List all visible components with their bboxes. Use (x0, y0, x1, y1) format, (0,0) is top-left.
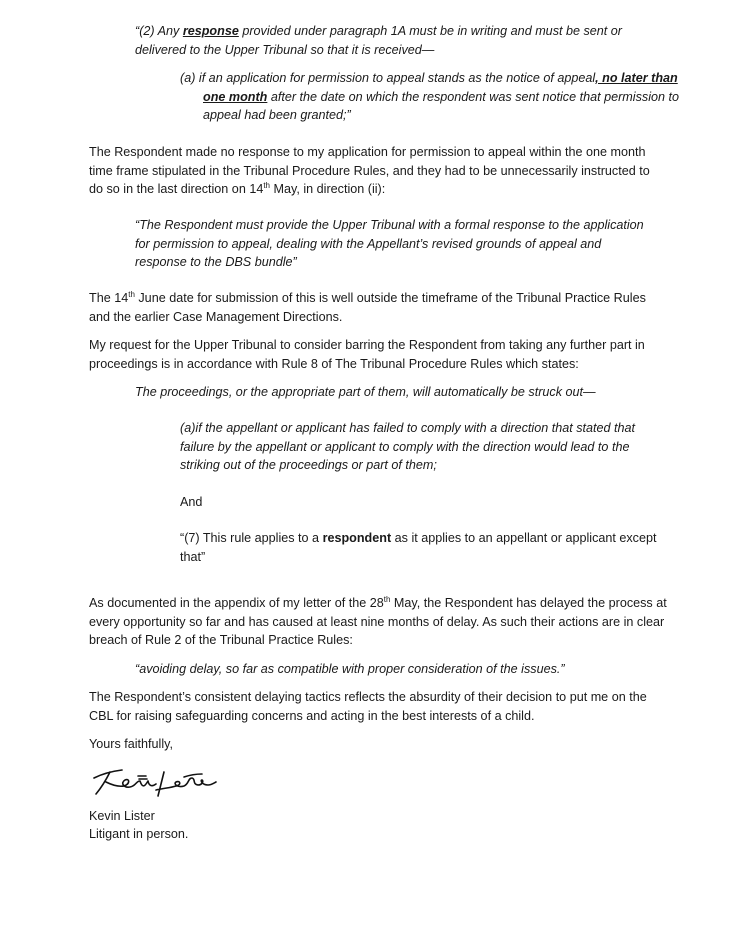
quote-rule-2-rest: provided under paragraph 1A must be in writing and must be sent or delivered to the Upper Tribunal so that it is received— (135, 24, 622, 57)
keyword-response: response (182, 24, 239, 38)
paragraph-rule-8: My request for the Upper Tribunal to consider barring the Respondent from taking any further part in proceedings is in accordance with Rule 8 of The Tribunal Procedure Rules which states: (89, 338, 645, 371)
quote-rule-2 (135, 22, 655, 59)
quote-rule-7: “(7) This rule applies to a respondent as it applies to an appellant or applicant except that” (180, 531, 657, 564)
quote-rule-2-delay: “avoiding delay, so far as compatible with proper consideration of the issues.” (135, 662, 565, 676)
quote-struck-out: The proceedings, or the appropriate part of them, will automatically be struck out— (135, 385, 596, 399)
signatory-name: Kevin Lister (89, 809, 155, 823)
paragraph-june-date: The 14th June date for submission of this is well outside the timeframe of the Tribunal Practice Rules and the earlier Case Management Directions. (89, 289, 646, 324)
and-text: And (180, 495, 203, 509)
quote-rule-8a: (a)if the appellant or applicant has failed to comply with a direction that stated that failure by the appellant or applicant to comply with the direction would lead to the striking out of the proceedings or part of them; (180, 421, 636, 473)
quote-rule-2a-post: after the date on which the respondent was sent notice that permission to appeal had been granted;” (203, 89, 679, 123)
quote-rule-2a-pre: (a) if an application for permission to appeal stands as the notice of appeal (180, 71, 596, 85)
keyword-respondent: respondent (322, 531, 392, 545)
closing-salutation: Yours faithfully, (89, 737, 174, 751)
quote-rule-2-open: “(2) Any (135, 24, 183, 38)
keyword-no-later: , no later than one month (203, 71, 678, 104)
signature-image (90, 766, 220, 800)
quote-direction-ii: “The Respondent must provide the Upper Tribunal with a formal response to the application for permission to appeal, dealing with the Appellant’s revised grounds of appeal and response to the DBS bundle” (135, 218, 644, 270)
quote-rule-2a (180, 69, 687, 125)
paragraph-no-response: The Respondent made no response to my application for permission to appeal within the one month time frame stipulated in the Tribunal Procedure Rules, and they had to be unnecessarily instructed to do so in the last direction on 14th May, in direction (ii): (89, 145, 650, 197)
signatory-role: Litigant in person. (89, 827, 189, 841)
paragraph-delaying-tactics: The Respondent’s consistent delaying tactics reflects the absurdity of their decision to put me on the CBL for raising safeguarding concerns and acting in the best interests of a child. (89, 690, 647, 723)
paragraph-delay: As documented in the appendix of my letter of the 28th May, the Respondent has delayed the process at every opportunity so far and has caused at least nine months of delay. As such their actions are in clear breach of Rule 2 of the Tribunal Practice Rules: (89, 594, 667, 648)
